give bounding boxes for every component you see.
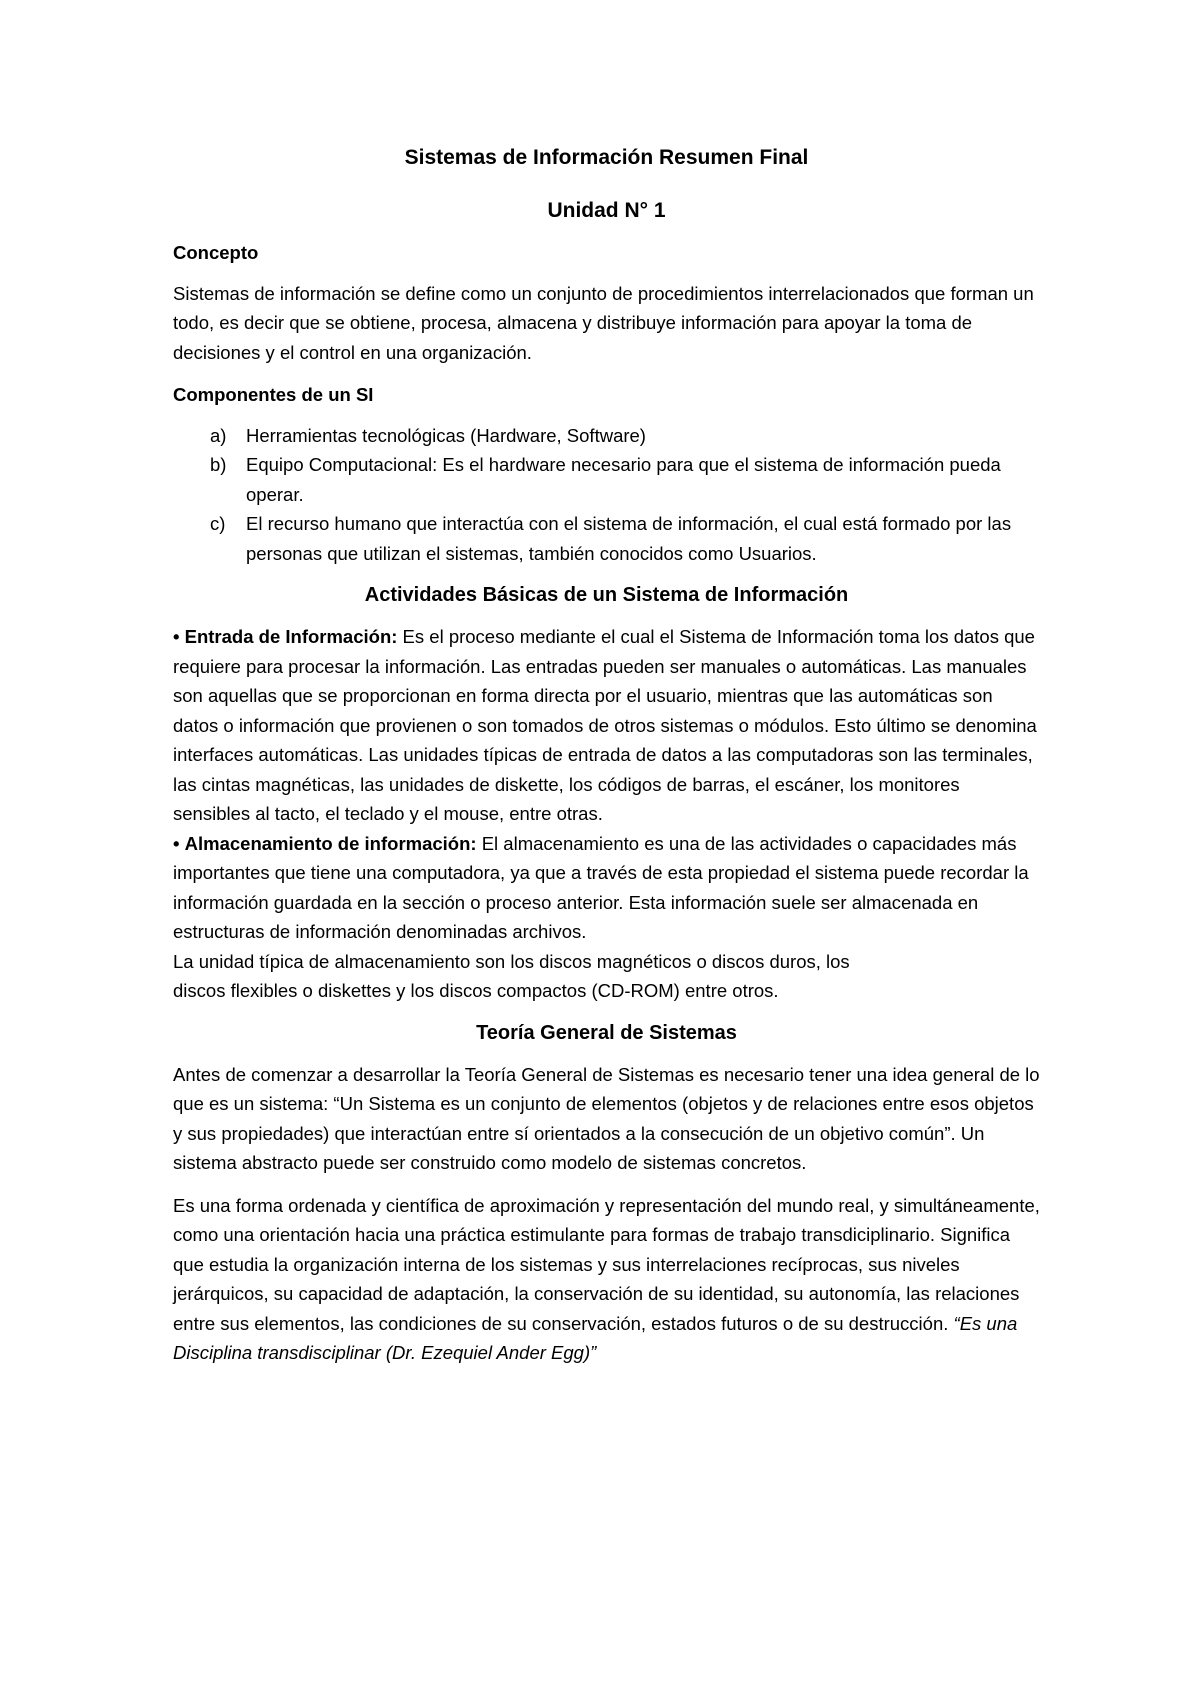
components-heading: Componentes de un SI — [173, 384, 374, 405]
storage-activity-paragraph — [173, 829, 1040, 947]
list-item — [173, 421, 1040, 451]
storage-activity-label: Almacenamiento de información: — [184, 832, 477, 854]
general-systems-quote: “Es una Disciplina transdisciplinar (Dr. Ezequiel Ander Egg)” — [173, 1312, 1018, 1363]
concept-heading: Concepto — [173, 242, 259, 263]
concept-paragraph: Sistemas de información se define como un conjunto de procedimientos interrelacionados que forman un todo, es decir que se obtiene, procesa, almacena y distribuye información para apoyar la toma de decisiones y el control en una organización. — [173, 282, 1034, 363]
input-activity-label: Entrada de Información: — [184, 626, 398, 647]
unit-heading: Unidad N° 1 — [547, 199, 666, 222]
list-marker: c) — [210, 513, 226, 534]
bullet-icon: • — [173, 832, 180, 854]
activities-heading: Actividades Básicas de un Sistema de Información — [364, 584, 849, 606]
list-marker: a) — [210, 424, 227, 446]
components-list — [173, 421, 1040, 569]
list-item — [173, 450, 1040, 509]
storage-units-line-2: discos flexibles o diskettes y los discos compactos (CD-ROM) entre otros. — [173, 980, 779, 1001]
general-systems-heading: Teoría General de Sistemas — [476, 1021, 737, 1044]
general-systems-paragraph-1: Antes de comenzar a desarrollar la Teoría General de Sistemas es necesario tener una idea general de lo que es un sistema: “Un Sistema es un conjunto de elementos (objetos y de relaciones entre esos objetos y sus propiedades) que interactúan entre sí orientados a la consecución de un objetivo común”. Un sistema abstracto puede ser construido como modelo de sistemas concretos. — [173, 1063, 1040, 1173]
general-systems-paragraph-2 — [173, 1191, 1040, 1368]
list-item — [173, 509, 1040, 568]
list-item-text: Herramientas tecnológicas (Hardware, Software) — [246, 424, 646, 446]
list-item-text: Equipo Computacional: Es el hardware necesario para que el sistema de información pueda operar. — [246, 454, 1001, 505]
general-systems-paragraph-2-text: Es una forma ordenada y científica de aproximación y representación del mundo real, y simultáneamente, como una orientación hacia una práctica estimulante para formas de trabajo transdiciplinario. Significa que estudia la organización interna de los sistemas y sus interrelaciones recíprocas, sus niveles jerárquicos, su capacidad de adaptación, la conservación de su identidad, su autonomía, las relaciones entre sus elementos, las condiciones de su conservación, estados futuros o de su destrucción. — [173, 1194, 1040, 1334]
list-marker: b) — [210, 454, 227, 475]
storage-activity-text: El almacenamiento es una de las actividades o capacidades más importantes que tiene una computadora, ya que a través de esta propiedad el sistema puede recordar la información guardada en la sección o proceso anterior. Esta información suele ser almacenada en estructuras de información denominadas archivos. — [173, 832, 1029, 942]
list-item-text: El recurso humano que interactúa con el sistema de información, el cual está formado por las personas que utilizan el sistemas, también conocidos como Usuarios. — [246, 513, 1012, 564]
storage-units-line-1: La unidad típica de almacenamiento son los discos magnéticos o discos duros, los — [173, 950, 850, 972]
document-title: Sistemas de Información Resumen Final — [404, 146, 809, 169]
input-activity-paragraph — [173, 622, 1040, 829]
input-activity-text: Es el proceso mediante el cual el Sistema de Información toma los datos que requiere para procesar la información. Las entradas pueden ser manuales o automáticas. Las manuales son aquellas que se proporcionan en forma directa por el usuario, mientras que las automáticas son datos o información que provienen o son tomados de otros sistemas o módulos. Esto último se denomina interfaces automáticas. Las unidades típicas de entrada de datos a las computadoras son las terminales, las cintas magnéticas, las unidades de diskette, los códigos de barras, el escáner, los monitores sensibles al tacto, el teclado y el mouse, entre otras. — [173, 626, 1037, 824]
bullet-icon: • — [173, 626, 180, 647]
